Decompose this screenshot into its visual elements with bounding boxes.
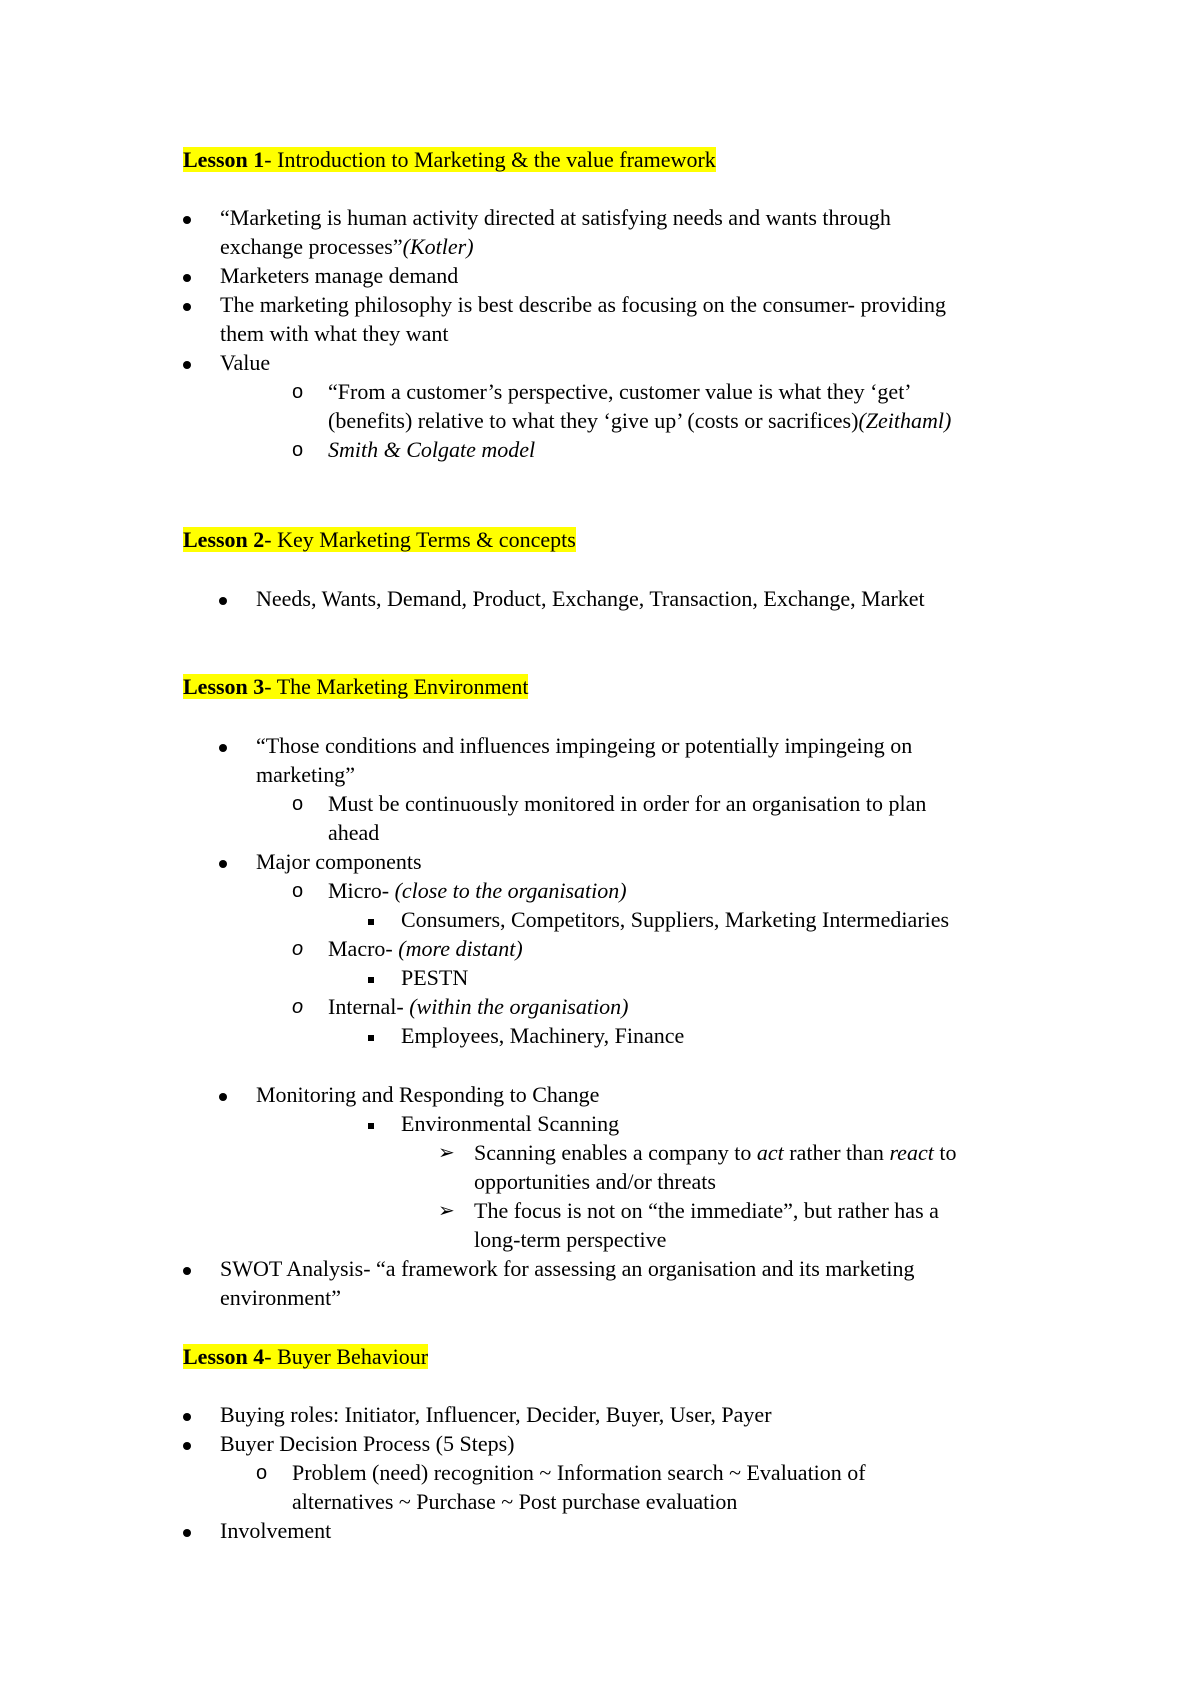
bullet-icon [219, 847, 227, 876]
circle-bullet-icon: o [256, 1462, 268, 1484]
scanning-point-text: Scanning enables a company to [474, 1140, 757, 1165]
circle-bullet-icon: o [292, 996, 304, 1018]
macro-text: Macro- [328, 936, 393, 961]
lesson-1-heading-title: - Introduction to Marketing & the value framework [264, 147, 716, 172]
lesson-3-item: Monitoring and Responding to Change [256, 1082, 600, 1107]
square-bullet-icon [368, 905, 374, 934]
lesson-2-heading [183, 525, 576, 554]
lesson-1-subitem-cont [328, 406, 951, 435]
macro-items: PESTN [401, 965, 469, 990]
internal-label [328, 992, 628, 1021]
bullet-icon [219, 731, 227, 760]
internal-text: Internal- [328, 994, 404, 1019]
scanning-point-cont: long-term perspective [474, 1227, 667, 1252]
circle-bullet-icon: o [292, 938, 304, 960]
lesson-3-item: SWOT Analysis- “a framework for assessing an organisation and its marketing [220, 1256, 915, 1281]
lesson-4-subitem: Problem (need) recognition ~ Information search ~ Evaluation of [292, 1460, 866, 1485]
bullet-icon [183, 1429, 191, 1458]
lesson-1-item-text: exchange processes” [220, 234, 403, 259]
square-bullet-icon [368, 1021, 374, 1050]
lesson-1-heading [183, 145, 716, 174]
emphasis-act: act [756, 1140, 784, 1165]
lesson-3-heading-label: Lesson 3 [183, 674, 265, 699]
lesson-3-item-cont: environment” [220, 1285, 341, 1310]
bullet-icon [183, 1254, 191, 1283]
bullet-icon [183, 203, 191, 232]
micro-label [328, 876, 627, 905]
lesson-4-heading [183, 1342, 428, 1371]
lesson-2-item: Needs, Wants, Demand, Product, Exchange, Transaction, Exchange, Market [256, 586, 925, 611]
lesson-4-heading-label: Lesson 4 [183, 1344, 265, 1369]
bullet-icon [183, 348, 191, 377]
lesson-3-subitem-cont: ahead [328, 820, 380, 845]
lesson-1-heading-label: Lesson 1 [183, 147, 265, 172]
scanning-point-cont: opportunities and/or threats [474, 1169, 716, 1194]
scanning-point [474, 1138, 956, 1167]
micro-text: Micro- [328, 878, 390, 903]
scanning-point-text: rather than [783, 1140, 890, 1165]
lesson-2-heading-title: - Key Marketing Terms & concepts [264, 527, 576, 552]
scanning-point-text: to [933, 1140, 957, 1165]
bullet-icon [183, 1400, 191, 1429]
citation: (Kotler) [402, 234, 474, 259]
lesson-4-subitem-cont: alternatives ~ Purchase ~ Post purchase evaluation [292, 1489, 738, 1514]
lesson-3-item: “Those conditions and influences impingeing or potentially impingeing on [256, 733, 913, 758]
internal-note: (within the organisation) [409, 994, 629, 1019]
citation: (Zeithaml) [858, 408, 952, 433]
circle-bullet-icon: o [292, 439, 304, 461]
lesson-3-heading-title: - The Marketing Environment [264, 674, 529, 699]
internal-items: Employees, Machinery, Finance [401, 1023, 685, 1048]
micro-note: (close to the organisation) [394, 878, 627, 903]
lesson-1-item: Value [220, 350, 271, 375]
circle-bullet-icon: o [292, 381, 304, 403]
lesson-1-subitem: “From a customer’s perspective, customer value is what they ‘get’ [328, 379, 912, 404]
emphasis-react: react [889, 1140, 934, 1165]
lesson-4-item: Involvement [220, 1518, 332, 1543]
lesson-4-item: Buyer Decision Process (5 Steps) [220, 1431, 515, 1456]
square-bullet-icon [368, 1109, 374, 1138]
bullet-icon [219, 1080, 227, 1109]
scanning-label: Environmental Scanning [401, 1111, 620, 1136]
lesson-4-heading-title: - Buyer Behaviour [264, 1344, 429, 1369]
lesson-1-item: “Marketing is human activity directed at satisfying needs and wants through [220, 205, 891, 230]
bullet-icon [183, 1516, 191, 1545]
lesson-3-heading [183, 672, 528, 701]
circle-bullet-icon: o [292, 793, 304, 815]
macro-note: (more distant) [398, 936, 523, 961]
bullet-icon [183, 261, 191, 290]
lesson-1-item: The marketing philosophy is best describe as focusing on the consumer- providing [220, 292, 947, 317]
lesson-1-subitem-text: (benefits) relative to what they ‘give up’ (costs or sacrifices) [328, 408, 859, 433]
lesson-1-subitem: Smith & Colgate model [328, 437, 536, 462]
bullet-icon [219, 584, 227, 613]
lesson-3-item: Major components [256, 849, 422, 874]
lesson-3-item-cont: marketing” [256, 762, 355, 787]
arrow-bullet-icon: ➢ [438, 1198, 455, 1222]
square-bullet-icon [368, 963, 374, 992]
lesson-1-item: Marketers manage demand [220, 263, 459, 288]
lesson-3-subitem: Must be continuously monitored in order for an organisation to plan [328, 791, 927, 816]
micro-items: Consumers, Competitors, Suppliers, Marketing Intermediaries [401, 907, 950, 932]
circle-bullet-icon: o [292, 880, 304, 902]
lesson-2-heading-label: Lesson 2 [183, 527, 265, 552]
lesson-1-item-cont: them with what they want [220, 321, 449, 346]
scanning-point: The focus is not on “the immediate”, but rather has a [474, 1198, 939, 1223]
macro-label [328, 934, 523, 963]
bullet-icon [183, 290, 191, 319]
lesson-1-item-cont [220, 232, 474, 261]
arrow-bullet-icon: ➢ [438, 1140, 455, 1164]
lesson-4-item: Buying roles: Initiator, Influencer, Decider, Buyer, User, Payer [220, 1402, 772, 1427]
